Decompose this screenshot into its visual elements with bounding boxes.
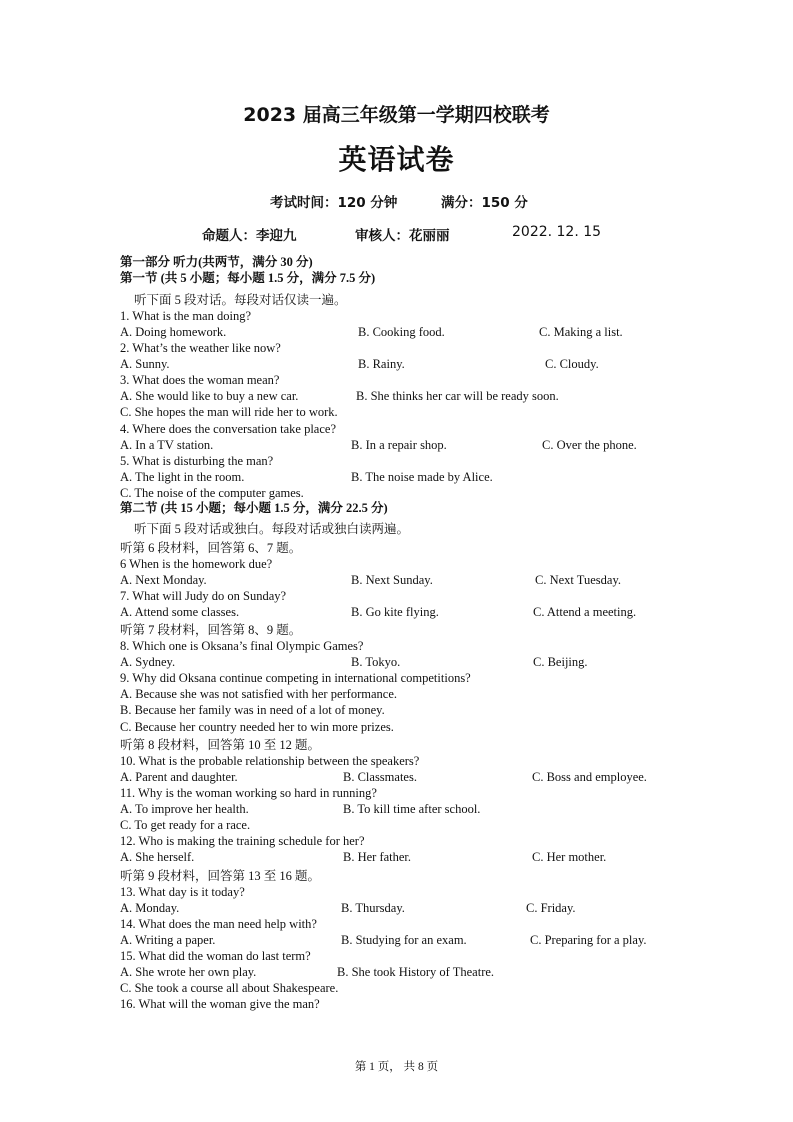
option-14a: A. Writing a paper. [120,933,216,947]
question-12: 12. Who is making the training schedule for her? [120,834,365,848]
option-15a: A. She wrote her own play. [120,965,257,979]
option-6b: B. Next Sunday. [351,573,433,587]
option-4b: B. In a repair shop. [351,438,447,452]
option-7b: B. Go kite flying. [351,605,439,619]
option-13a: A. Monday. [120,901,180,915]
option-7c: C. Attend a meeting. [533,605,637,619]
option-10a: A. Parent and daughter. [120,770,238,784]
option-3a: A. She would like to buy a new car. [120,389,299,403]
option-5a: A. The light in the room. [120,470,245,484]
option-6a: A. Next Monday. [120,573,207,587]
part1-heading: 第一部分 听力(共两节，满分 30 分) [120,255,313,269]
option-12b: B. Her father. [343,850,412,864]
option-1a: A. Doing homework. [120,325,227,339]
option-7a: A. Attend some classes. [120,605,240,619]
option-13c: C. Friday. [526,901,576,915]
question-13: 13. What day is it today? [120,885,245,899]
question-1: 1. What is the man doing? [120,309,251,323]
option-15b: B. She took History of Theatre. [337,965,495,979]
option-3c: C. She hopes the man will ride her to work. [120,405,338,419]
option-2a: A. Sunny. [120,357,170,371]
option-9c: C. Because her country needed her to win more prizes. [120,720,394,734]
question-10: 10. What is the probable relationship between the speakers? [120,754,420,768]
question-6: 6 When is the homework due? [120,557,273,571]
exam-time: 考试时间：120 分钟 [270,195,398,211]
option-11b: B. To kill time after school. [343,802,481,816]
option-4a: A. In a TV station. [120,438,214,452]
reviewer: 审核人：花丽丽 [355,228,450,244]
option-5b: B. The noise made by Alice. [351,470,493,484]
question-4: 4. Where does the conversation take place? [120,422,336,436]
page-footer: 第 1 页， 共 8 页 [354,1061,439,1073]
question-14: 14. What does the man need help with? [120,917,317,931]
question-11: 11. Why is the woman working so hard in running? [120,786,377,800]
question-5: 5. What is disturbing the man? [120,454,274,468]
option-10b: B. Classmates. [343,770,417,784]
subject-title: 英语试卷 [338,143,455,176]
option-9a: A. Because she was not satisfied with her performance. [120,687,397,701]
option-14b: B. Studying for an exam. [341,933,467,947]
option-8b: B. Tokyo. [351,655,401,669]
option-12c: C. Her mother. [532,850,607,864]
question-2: 2. What’s the weather like now? [120,341,281,355]
option-2c: C. Cloudy. [545,357,599,371]
passage-6-note: 听第 6 段材料，回答第 6、7 题。 [120,541,302,555]
option-4c: C. Over the phone. [542,438,637,452]
option-14c: C. Preparing for a play. [530,933,647,947]
option-11c: C. To get ready for a race. [120,818,251,832]
exam-date: 2022. 12. 15 [512,224,602,240]
option-1c: C. Making a list. [539,325,623,339]
option-12a: A. She herself. [120,850,195,864]
passage-8-note: 听第 8 段材料，回答第 10 至 12 题。 [120,738,321,752]
section2-instruction: 听下面 5 段对话或独白。每段对话或独白读两遍。 [134,522,410,536]
section2-heading: 第二节 (共 15 小题；每小题 1.5 分，满分 22.5 分) [120,501,388,515]
option-8a: A. Sydney. [120,655,176,669]
passage-9-note: 听第 9 段材料，回答第 13 至 16 题。 [120,869,321,883]
question-15: 15. What did the woman do last term? [120,949,311,963]
question-8: 8. Which one is Oksana’s final Olympic Games? [120,639,364,653]
section1-instruction: 听下面 5 段对话。每段对话仅读一遍。 [134,293,347,307]
exam-title: 2023 届高三年级第一学期四校联考 [243,104,550,126]
full-score: 满分：150 分 [441,195,528,211]
passage-7-note: 听第 7 段材料，回答第 8、9 题。 [120,623,302,637]
option-10c: C. Boss and employee. [532,770,647,784]
question-9: 9. Why did Oksana continue competing in international competitions? [120,671,471,685]
option-6c: C. Next Tuesday. [535,573,622,587]
question-16: 16. What will the woman give the man? [120,997,320,1011]
author: 命题人：李迎九 [202,228,297,244]
option-13b: B. Thursday. [341,901,405,915]
option-2b: B. Rainy. [358,357,405,371]
option-3b: B. She thinks her car will be ready soon. [356,389,559,403]
question-3: 3. What does the woman mean? [120,373,280,387]
option-11a: A. To improve her health. [120,802,249,816]
option-5c: C. The noise of the computer games. [120,486,304,500]
option-15c: C. She took a course all about Shakespeare. [120,981,339,995]
question-7: 7. What will Judy do on Sunday? [120,589,287,603]
option-9b: B. Because her family was in need of a lot of money. [120,703,385,717]
option-8c: C. Beijing. [533,655,588,669]
section1-heading: 第一节 (共 5 小题；每小题 1.5 分，满分 7.5 分) [120,271,376,285]
option-1b: B. Cooking food. [358,325,445,339]
